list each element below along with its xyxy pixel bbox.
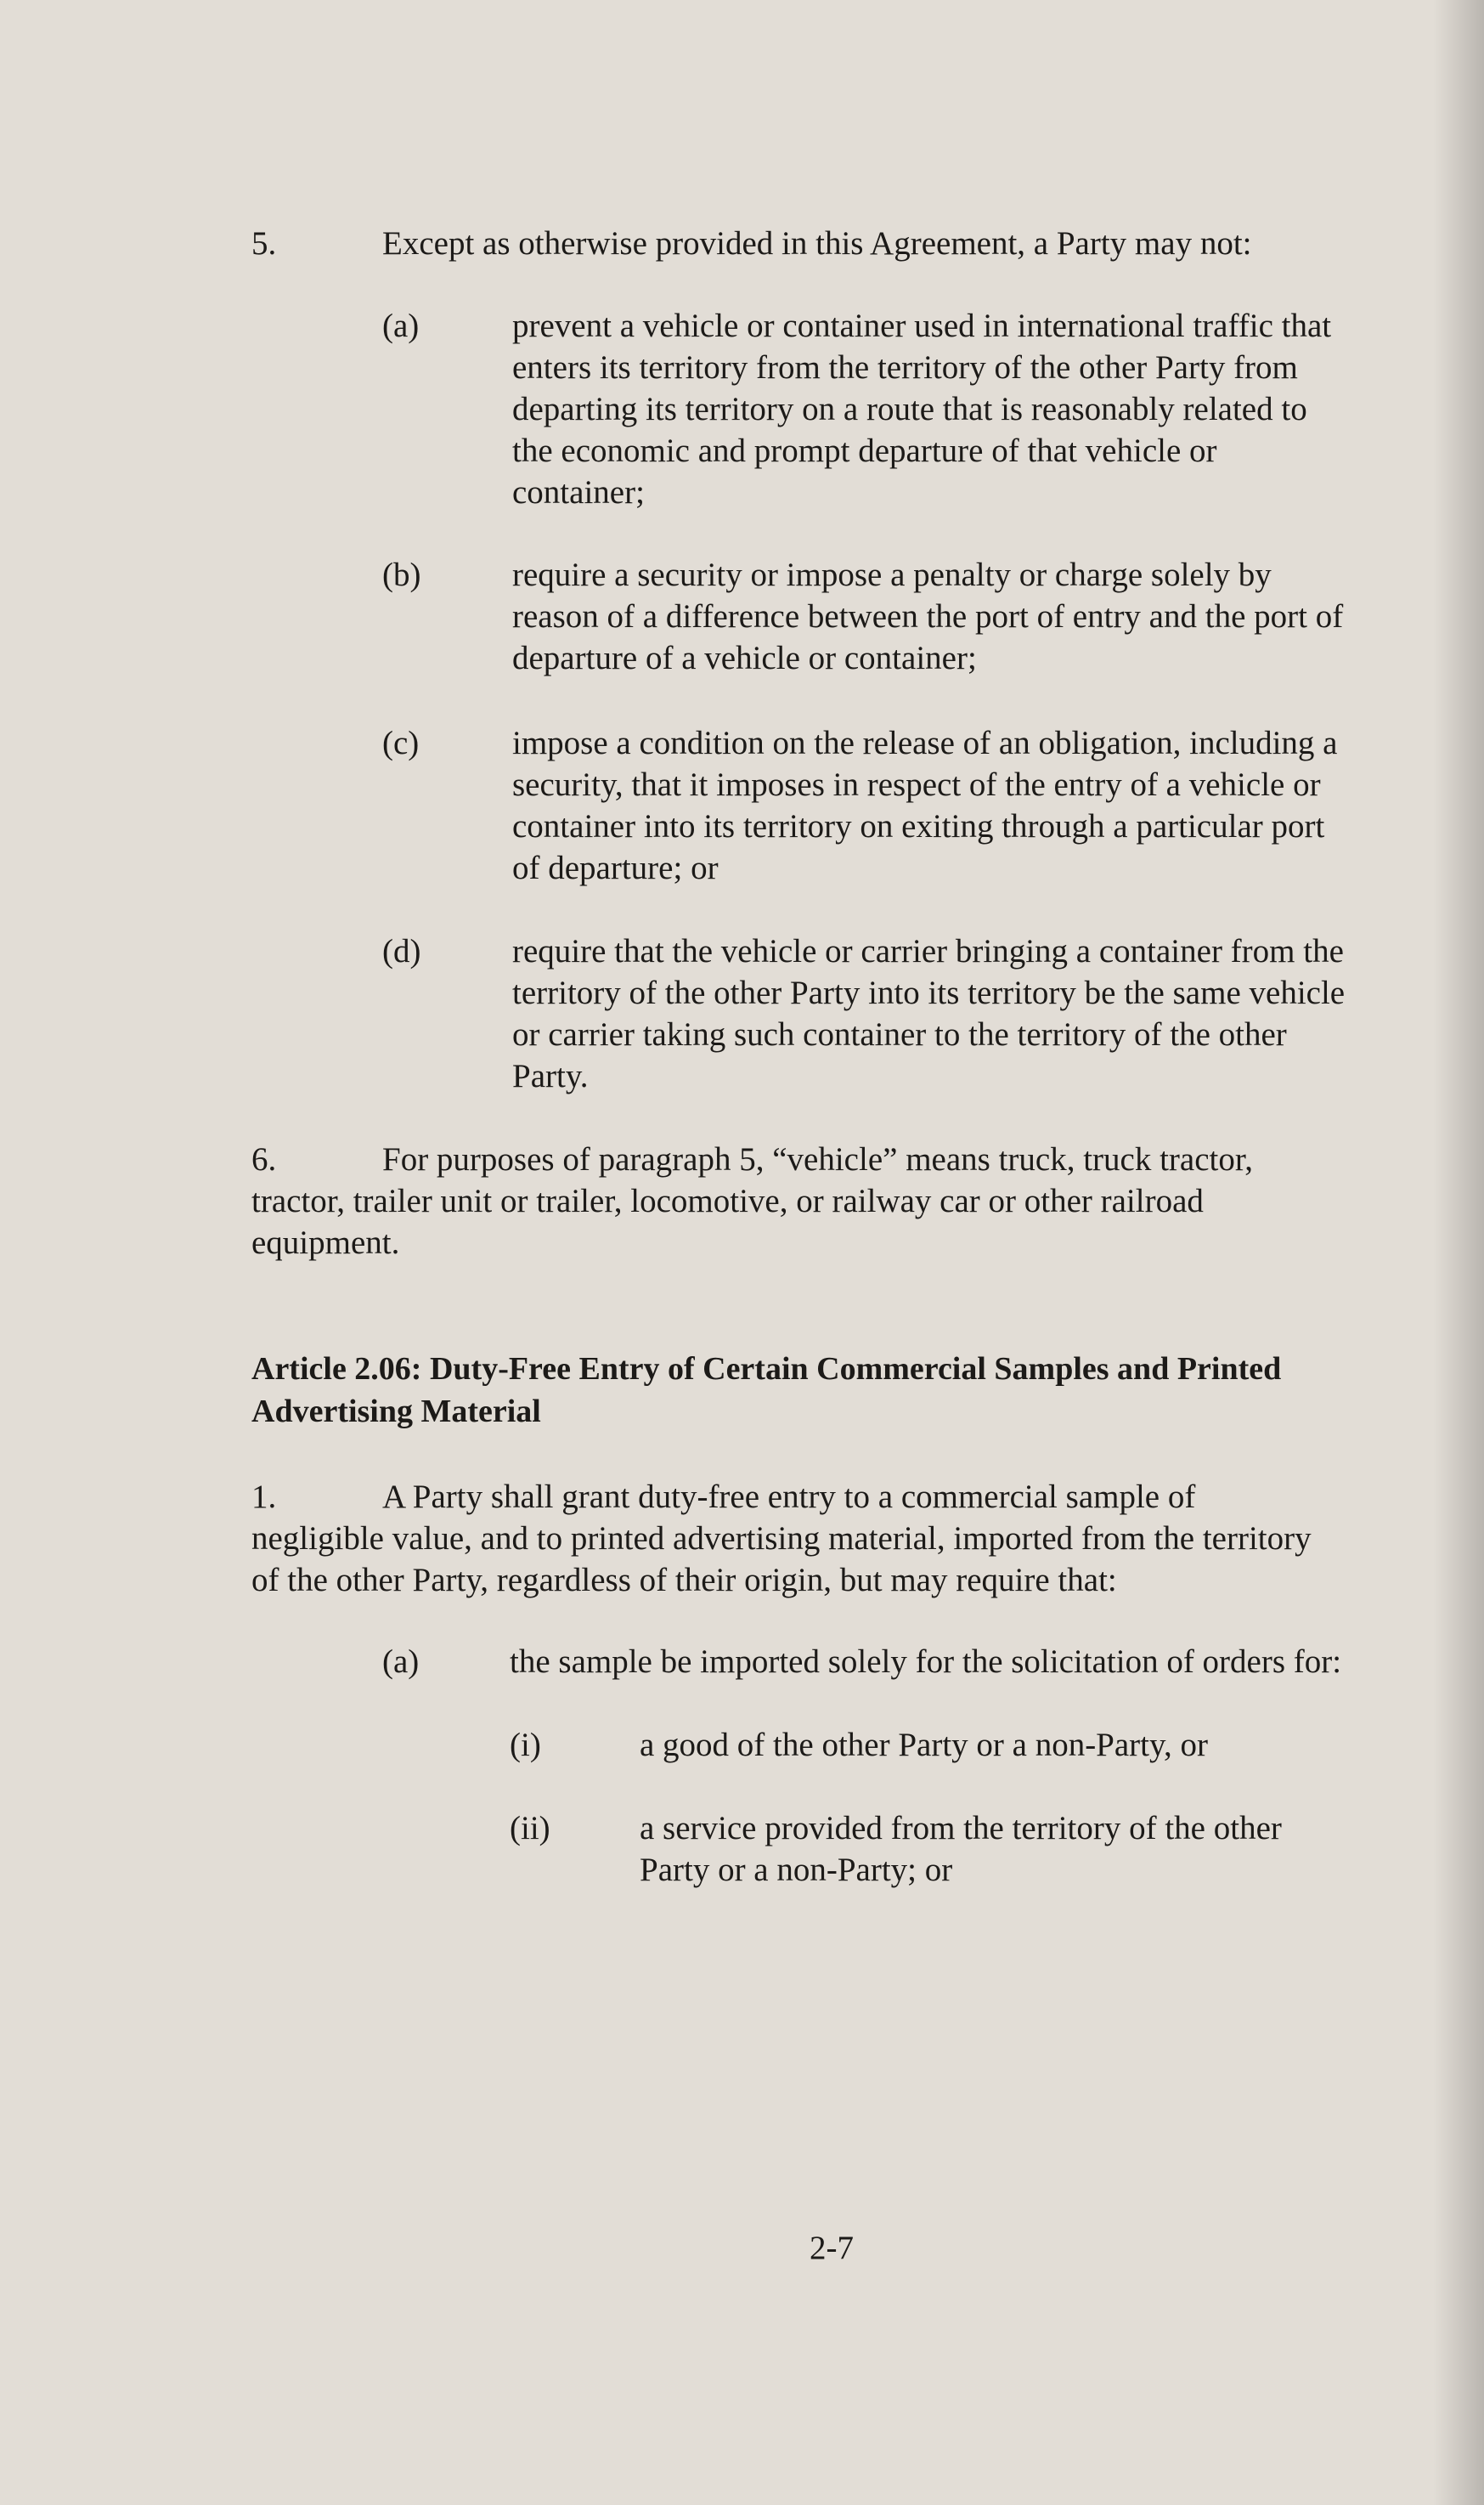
para5-item-d-line2: territory of the other Party into its territory be the same vehicle bbox=[512, 975, 1346, 1011]
article-heading-line1: Article 2.06: Duty-Free Entry of Certain Commercial Samples and Printed bbox=[251, 1351, 1282, 1387]
para5-item-a-line3: departing its territory on a route that is reasonably related to bbox=[512, 391, 1307, 427]
article-heading-line2: Advertising Material bbox=[251, 1394, 541, 1429]
para5-item-a-label: (a) bbox=[382, 308, 420, 344]
para5-item-d-line1: require that the vehicle or carrier bringing a container from the bbox=[512, 933, 1344, 970]
page-edge-shadow bbox=[1433, 0, 1484, 2505]
para5-item-b-label: (b) bbox=[382, 557, 421, 593]
article-para1-line3: of the other Party, regardless of their origin, but may require that: bbox=[251, 1562, 1117, 1598]
page-number: 2-7 bbox=[810, 2230, 854, 2266]
para5-item-a-line4: the economic and prompt departure of that vehicle or bbox=[512, 433, 1217, 469]
article-para1-number: 1. bbox=[251, 1479, 277, 1515]
para5-item-a-line2: enters its territory from the territory of the other Party from bbox=[512, 349, 1298, 386]
para5-item-b-line2: reason of a difference between the port of entry and the port of bbox=[512, 598, 1344, 635]
para6-line2: tractor, trailer unit or trailer, locomotive, or railway car or other railroad bbox=[251, 1183, 1204, 1219]
para5-item-a-line1: prevent a vehicle or container used in international traffic that bbox=[512, 308, 1332, 344]
para5-item-b-line1: require a security or impose a penalty or charge solely by bbox=[512, 557, 1272, 593]
para6-line1: For purposes of paragraph 5, “vehicle” means truck, truck tractor, bbox=[382, 1141, 1254, 1178]
para6-line3: equipment. bbox=[251, 1224, 400, 1261]
para5-item-d-line3: or carrier taking such container to the territory of the other bbox=[512, 1016, 1287, 1053]
para5-item-c-line4: of departure; or bbox=[512, 850, 719, 886]
article-item-a-text: the sample be imported solely for the solicitation of orders for: bbox=[510, 1643, 1342, 1680]
para5-item-c-line3: container into its territory on exiting through a particular port bbox=[512, 808, 1325, 845]
para5-item-b-line3: departure of a vehicle or container; bbox=[512, 640, 977, 676]
para5-item-a-line5: container; bbox=[512, 474, 645, 511]
article-para1-line2: negligible value, and to printed advertising material, imported from the territory bbox=[251, 1520, 1312, 1557]
article-subitem-i-line1: a good of the other Party or a non-Party, or bbox=[640, 1727, 1208, 1763]
article-subitem-ii-line1: a service provided from the territory of the other bbox=[640, 1810, 1282, 1846]
article-subitem-i-label: (i) bbox=[510, 1727, 541, 1763]
para5-item-c-line1: impose a condition on the release of an obligation, including a bbox=[512, 725, 1338, 761]
article-para1-line1: A Party shall grant duty-free entry to a commercial sample of bbox=[382, 1479, 1196, 1515]
article-item-a-label: (a) bbox=[382, 1643, 420, 1680]
para5-text: Except as otherwise provided in this Agreement, a Party may not: bbox=[382, 225, 1252, 262]
para5-item-c-line2: security, that it imposes in respect of the entry of a vehicle or bbox=[512, 766, 1321, 803]
para5-item-c-label: (c) bbox=[382, 725, 420, 761]
para6-number: 6. bbox=[251, 1141, 277, 1178]
para5-item-d-line4: Party. bbox=[512, 1058, 589, 1094]
para5-item-d-label: (d) bbox=[382, 933, 421, 970]
article-subitem-ii-line2: Party or a non-Party; or bbox=[640, 1852, 953, 1888]
article-subitem-ii-label: (ii) bbox=[510, 1810, 550, 1846]
para5-number: 5. bbox=[251, 225, 277, 262]
